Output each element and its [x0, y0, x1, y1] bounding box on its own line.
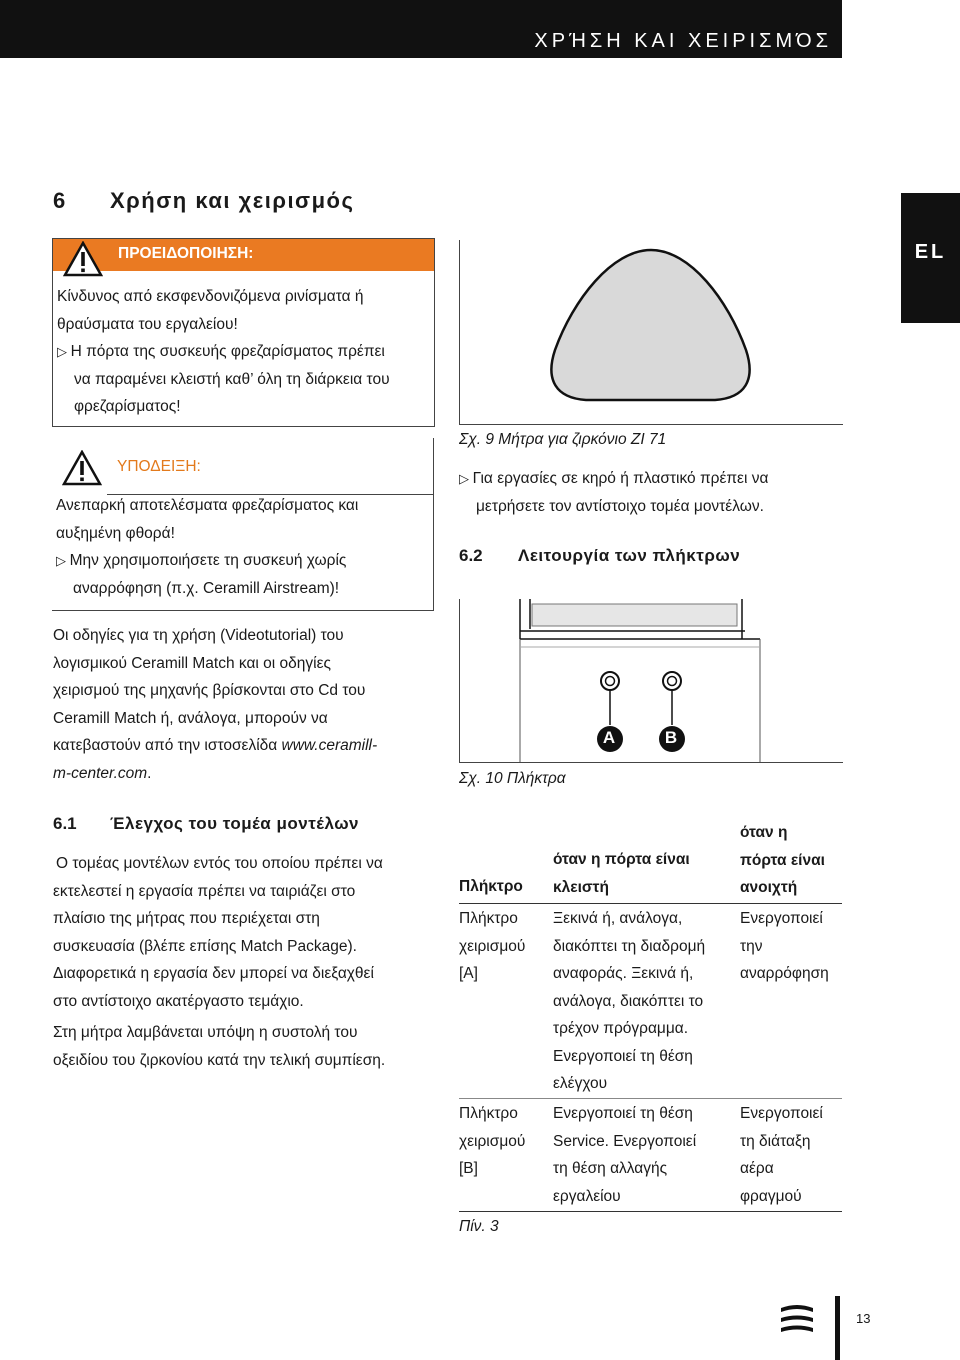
intro-paragraph: Οι οδηγίες για τη χρήση (Videotutorial) του λογισμικού Ceramill Match και οι οδηγίες χειρισμού της μηχανής βρίσκονται στο Cd του Ceramill Match ή, ανάλογα, μπορούν να κατεβαστούν από την ιστοσελίδα www.ceramill- m-center.com. — [53, 627, 378, 782]
header-bar — [0, 0, 842, 58]
triangle-bullet-icon: ▷ — [57, 344, 71, 359]
website-link-cont[interactable]: m-center.com — [53, 764, 148, 782]
notice-line: αναρρόφηση (π.χ. Ceramill Airstream)! — [73, 579, 340, 597]
warning-line: Κίνδυνος από εκσφενδονιζόμενα ρινίσματα ή — [57, 288, 364, 305]
notice-text — [56, 492, 358, 602]
table-header-col1: Πλήκτρο — [459, 878, 523, 895]
table-row-2-closed: Ενεργοποιεί τη θέση Service. Ενεργοποιεί τη θέση αλλαγής εργαλείου — [553, 1105, 697, 1205]
warning-text — [57, 283, 390, 421]
triangle-bullet-icon: ▷ — [459, 471, 473, 486]
brand-logo-icon — [779, 1302, 815, 1338]
figure-9-note: ▷ Για εργασίες σε κηρό ή πλαστικό πρέπει να μετρήσετε τον αντίστοιχο τομέα μοντέλων. — [459, 470, 769, 515]
machine-buttons-image — [460, 599, 843, 762]
section61-paragraph-2: Στη μήτρα λαμβάνεται υπόψη η συστολή του οξειδίου του ζιρκονίου κατά την τελική συμπίεση. — [53, 1024, 386, 1069]
figure-10 — [459, 599, 843, 763]
figure-9 — [459, 240, 843, 425]
notice-label: ΥΠΟΔΕΙΞΗ: — [117, 458, 201, 475]
warning-box — [52, 238, 435, 427]
table-row-1-open: Ενεργοποιεί την αναρρόφηση — [740, 910, 829, 982]
section61-paragraph: Ο τομέας μοντέλων εντός του οποίου πρέπει να εκτελεστεί η εργασία πρέπει να ταιριάζει στο πλαίσιο της μήτρας που περιέχεται στη συσκευασία (βλέπε επίσης Match Package). Διαφορετικά η εργασία δεν μπορεί να διεξαχθεί στο αντίστοιχο ακατέργαστο τεμάχιο. — [53, 855, 383, 1010]
warning-bullet: ▷ Η πόρτα της συσκευής φρεζαρίσματος πρέπει — [57, 343, 385, 360]
warning-header — [53, 239, 434, 271]
notice-bullet: ▷ Μην χρησιμοποιήσετε τη συσκευή χωρίς — [56, 552, 347, 569]
language-tab: EL — [901, 193, 960, 323]
section-title: Λειτουργία των πλήκτρων — [518, 546, 741, 565]
section-title: Χρήση και χειρισμός — [110, 188, 355, 213]
table-header-col3: όταν η πόρτα είναι ανοιχτή — [740, 824, 825, 896]
section-number: 6.1 — [53, 814, 77, 833]
zirconia-template-image — [460, 240, 843, 424]
table-bottom-rule — [459, 1211, 842, 1212]
table-row-rule — [459, 1098, 842, 1099]
warning-line: φρεζαρίσματος! — [74, 398, 181, 415]
footer-bar — [835, 1296, 840, 1360]
triangle-bullet-icon: ▷ — [56, 553, 70, 568]
website-link[interactable]: www.ceramill- — [281, 737, 378, 754]
table-row-2-key: Πλήκτρο χειρισμού [B] — [459, 1105, 526, 1177]
notice-box — [52, 438, 434, 611]
warning-line: να παραμένει κλειστή καθ’ όλη τη διάρκεια του — [74, 370, 390, 388]
warning-label: ΠΡΟΕΙΔΟΠΟΙΗΣΗ: — [118, 245, 254, 262]
page-number: 13 — [856, 1311, 871, 1326]
section-number: 6 — [53, 188, 67, 213]
header-title: ΧΡΉΣΗ ΚΑΙ ΧΕΙΡΙΣΜΌΣ — [534, 30, 832, 52]
table-header-rule — [459, 903, 842, 904]
label-b: B — [664, 728, 678, 747]
table-caption: Πίν. 3 — [459, 1218, 499, 1235]
label-a: A — [602, 728, 616, 747]
section-number: 6.2 — [459, 546, 483, 565]
notice-line: Ανεπαρκή αποτελέσματα φρεζαρίσματος και — [56, 497, 359, 514]
figure-9-caption: Σχ. 9 Μήτρα για ζιρκόνιο ZI 71 — [459, 431, 667, 448]
warning-line: θραύσματα του εργαλείου! — [57, 315, 238, 333]
warning-triangle-icon — [62, 450, 102, 486]
table-row-2-open: Ενεργοποιεί τη διάταξη αέρα φραγμού — [740, 1105, 823, 1205]
notice-line: αυξημένη φθορά! — [56, 524, 175, 542]
table-header-col2: όταν η πόρτα είναι κλειστή — [553, 851, 690, 896]
warning-triangle-icon — [63, 241, 103, 277]
table-row-1-closed: Ξεκινά ή, ανάλογα, διακόπτει τη διαδρομή αναφοράς. Ξεκινά ή, ανάλογα, διακόπτει το τρέχον πρόγραμμα. Ενεργοποιεί τη θέση ελέγχου — [553, 910, 706, 1092]
section-title: Έλεγχος του τομέα μοντέλων — [110, 814, 360, 833]
table-row-1-key: Πλήκτρο χειρισμού [A] — [459, 910, 526, 982]
figure-10-caption: Σχ. 10 Πλήκτρα — [459, 770, 566, 787]
